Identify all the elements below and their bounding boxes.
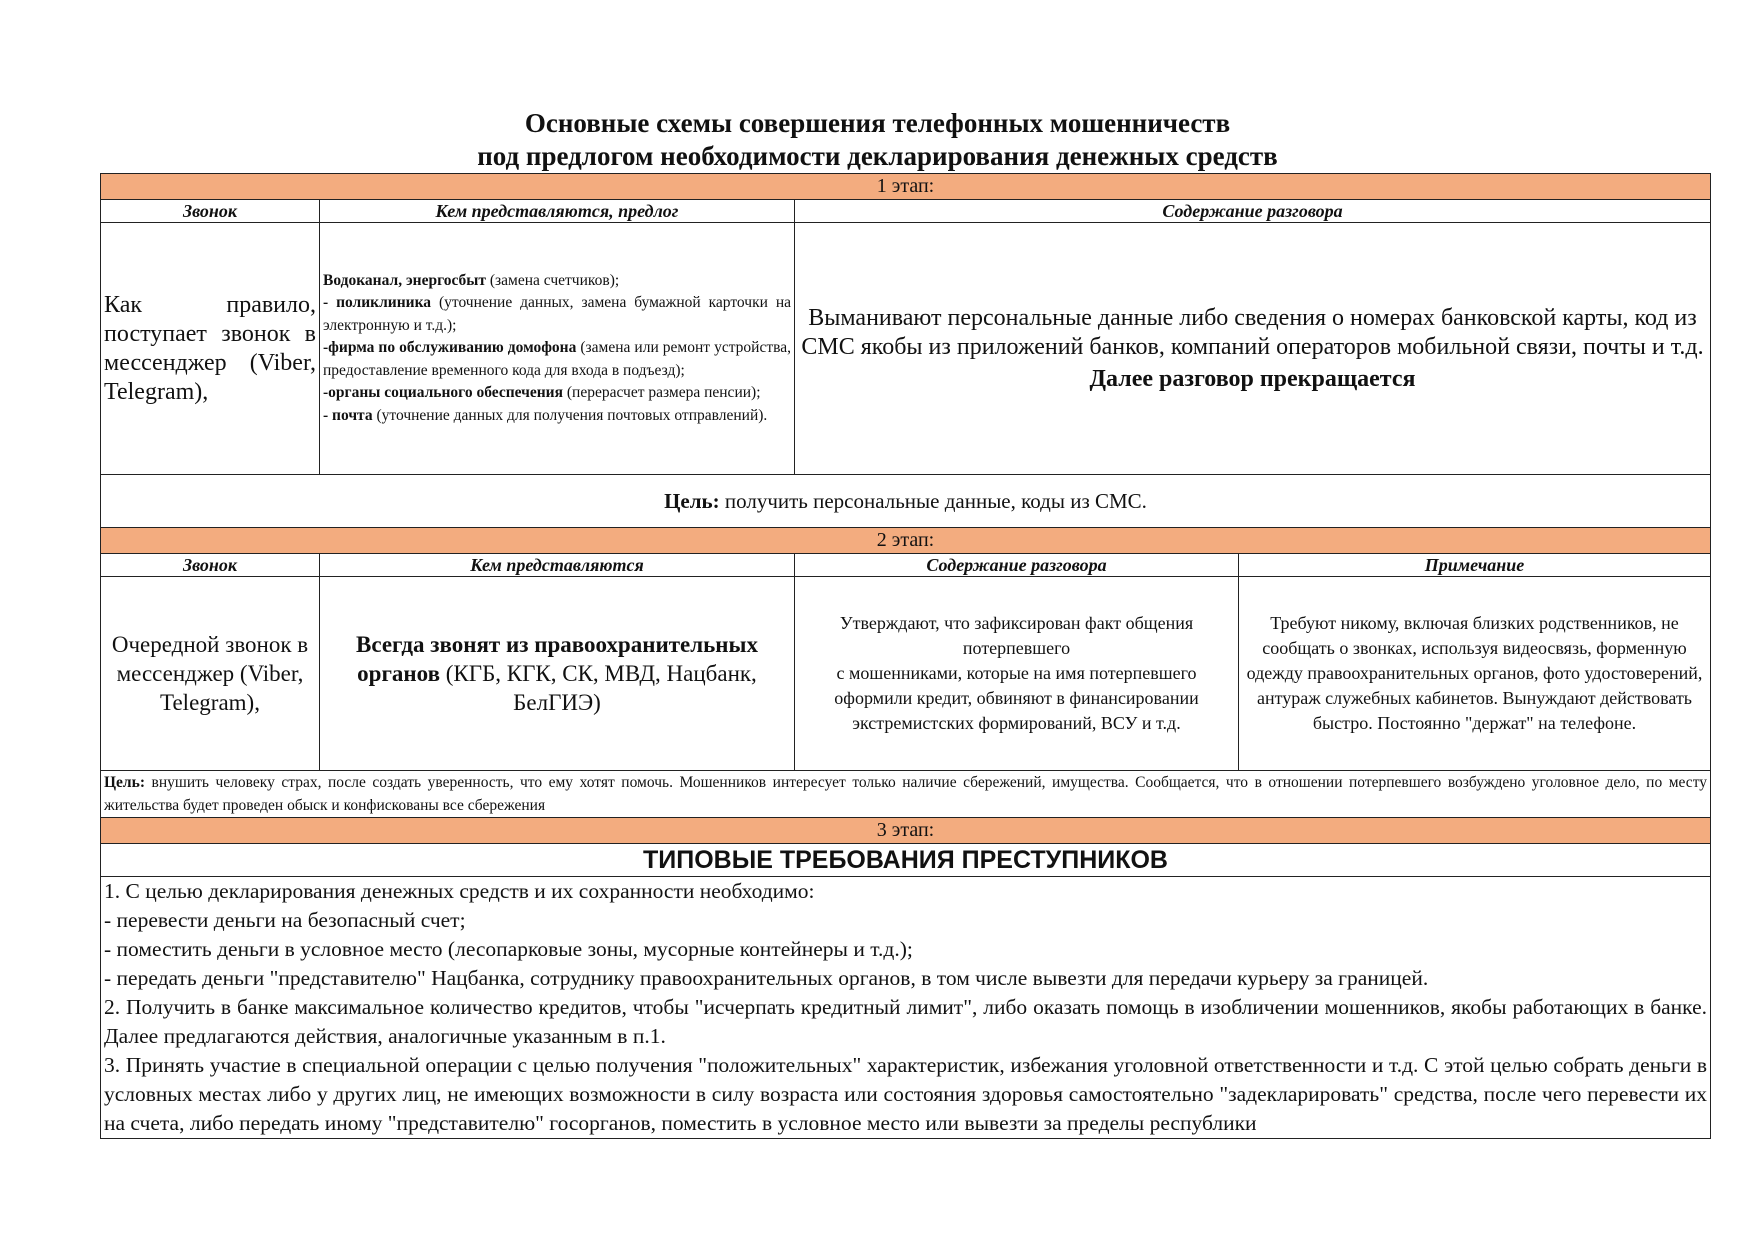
stage-1-goal: Цель: получить персональные данные, коды из СМС. [101, 475, 1711, 528]
title-line-1: Основные схемы совершения телефонных мошенничеств [524, 108, 1231, 138]
requirement-line: - поместить деньги в условное место (лесопарковые зоны, мусорные контейнеры и т.д.); [104, 937, 913, 961]
stage-3-label: 3 этап: [101, 818, 1711, 844]
stage-2-goal: Цель: внушить человеку страх, после создать уверенность, что ему хотят помочь. Мошенников интересует только наличие сбережений, имущества. Сообщается, что в отношении потерпевшего возбуждено уголовное дело, по месту жительства будет проведен обыск и конфискованы все сбережения [101, 771, 1711, 818]
who-item: -фирма по обслуживанию домофона (замена или ремонт устройства, предоставление временного кода для входа в подъезд); [323, 339, 791, 379]
stage-2-header-content: Содержание разговора [795, 554, 1239, 577]
stage-3-heading: ТИПОВЫЕ ТРЕБОВАНИЯ ПРЕСТУПНИКОВ [101, 844, 1711, 877]
stage-1-call-cell: Как правило, поступает звонок в мессенджер (Viber, Telegram), [101, 223, 320, 475]
who-item: - поликлиника (уточнение данных, замена бумажной карточки на электронную и т.д.); [323, 294, 791, 334]
stage-2-header-call: Звонок [101, 554, 320, 577]
stage-1-content-text: Выманивают персональные данные либо сведения о номерах банковской карты, код из СМС якобы из приложений банков, компаний операторов мобильной связи, почты и т.д. [801, 304, 1704, 360]
requirement-line: 3. Принять участие в специальной операции с целью получения "положительных" характеристик, избежания уголовной ответственности и т.д. С этой целью собрать деньги в условных местах либо у других лиц, не имеющих возможности в силу возраста или состояния здоровья самостоятельно "задекларировать" средства, после чего перевести их на счета, либо передать иному "представителю" госорганов, поместить в условное место или вывезти за пределы республики [104, 1053, 1708, 1135]
who-item: - почта (уточнение данных для получения почтовых отправлений). [323, 406, 768, 424]
who-item: -органы социального обеспечения (перерасчет размера пенсии); [323, 384, 761, 402]
stage-1-header-who: Кем представляются, предлог [320, 200, 795, 223]
stage-2-content-cell: Утверждают, что зафиксирован факт общения потерпевшего с мошенниками, которые на имя потерпевшего оформили кредит, обвиняют в финансировании экстремистских формирований, ВСУ и т.д. [795, 577, 1239, 771]
stage-1-header-call: Звонок [101, 200, 320, 223]
requirement-line: 1. С целью декларирования денежных средств и их сохранности необходимо: [104, 879, 815, 903]
who-item: Водоканал, энергосбыт (замена счетчиков); [323, 271, 620, 289]
stage-1-content-stop: Далее разговор прекращается [1089, 365, 1416, 392]
requirement-line: 2. Получить в банке максимальное количество кредитов, чтобы "исчерпать кредитный лимит", либо оказать помощь в изобличении мошенников, якобы работающих в банке. Далее предлагаются действия, аналогичные указанным в п.1. [104, 995, 1708, 1048]
document-title [0, 107, 1755, 173]
stage-2-label: 2 этап: [101, 528, 1711, 554]
stage-1-who-cell [320, 223, 795, 475]
requirement-line: - перевести деньги на безопасный счет; [104, 908, 466, 932]
stage-1-header-content: Содержание разговора [795, 200, 1711, 223]
stage-3-requirements [101, 877, 1711, 1139]
title-line-2: под предлогом необходимости декларирования денежных средств [477, 141, 1278, 171]
stage-2-call-cell: Очередной звонок в мессенджер (Viber, Telegram), [101, 577, 320, 771]
stage-2-who-cell: Всегда звонят из правоохранительных органов (КГБ, КГК, СК, МВД, Нацбанк, БелГИЭ) [320, 577, 795, 771]
fraud-schemes-table [100, 173, 1711, 1139]
requirement-line: - передать деньги "представителю" Нацбанка, сотруднику правоохранительных органов, в том числе вывезти для передачи курьеру за границей. [104, 966, 1429, 990]
stage-2-note-cell: Требуют никому, включая близких родственников, не сообщать о звонках, используя видеосвязь, форменную одежду правоохранительных органов, фото удостоверений, антураж служебных кабинетов. Вынуждают действовать быстро. Постоянно "держат" на телефоне. [1239, 577, 1711, 771]
stage-1-content-cell [795, 223, 1711, 475]
stage-2-header-note: Примечание [1239, 554, 1711, 577]
stage-1-label: 1 этап: [101, 174, 1711, 200]
stage-2-header-who: Кем представляются [320, 554, 795, 577]
